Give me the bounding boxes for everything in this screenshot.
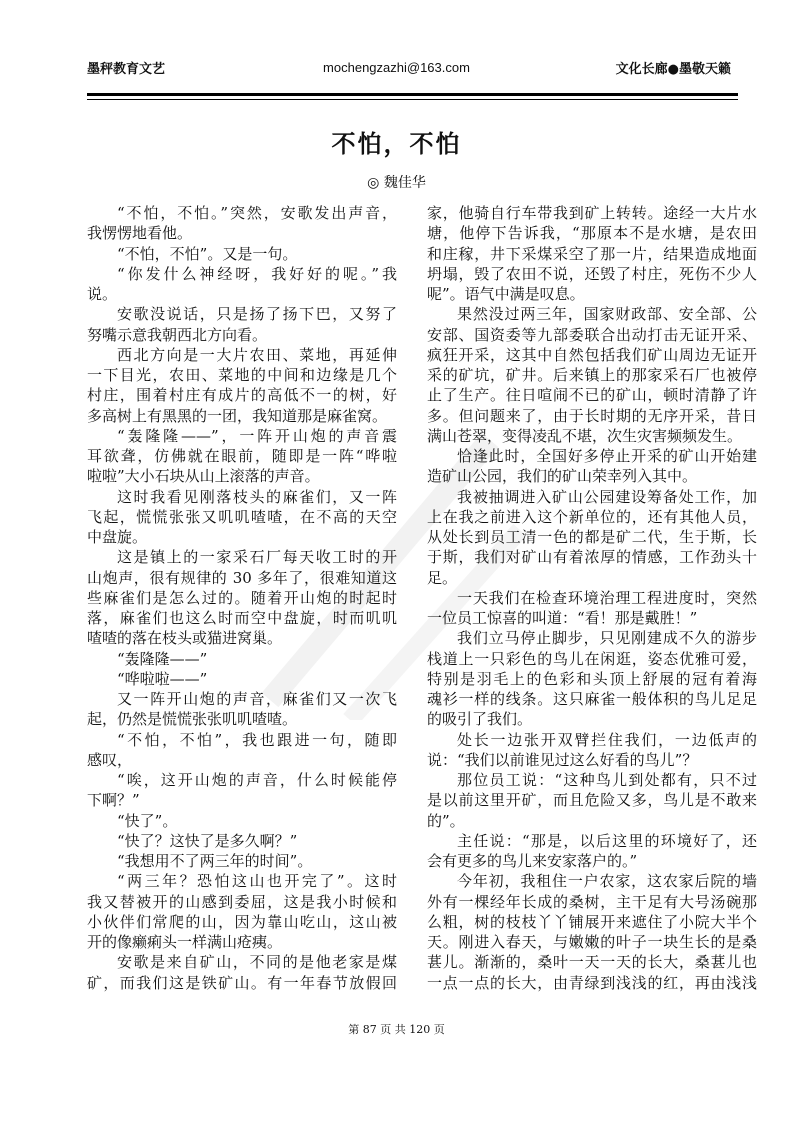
paragraph [427,203,757,304]
text-line: 飞起，慌慌张张又叽叽喳喳，在不高的天空 [87,507,397,526]
text-line: 多。但问题来了，由于长时期的无序开采，昔日 [427,406,757,425]
paragraph [427,304,757,446]
text-line: 我又替被开的山感到委屈，这是我小时候和 [87,892,397,911]
paragraph [87,811,397,831]
text-line: “哗啦啦——” [117,669,208,688]
paragraph [87,264,397,305]
paragraph [87,851,397,871]
paragraph [427,770,757,831]
text-line: 落，麻雀们也这么时而空中盘旋，时而叽叽 [87,609,397,627]
text-line: 的吸引了我们。 [427,710,533,729]
text-line: 于斯，我们对矿山有着浓厚的情感，工作劲头十 [427,548,757,567]
text-line: 那位员工说：“这种鸟儿到处都有，只不过 [457,771,757,789]
text-line: 努嘴示意我朝西北方向看。 [87,325,268,344]
text-line: 开的像癞痢头一样满山疮痍。 [87,933,283,951]
paragraph [87,487,397,548]
text-line: 和庄稼，井下采煤采空了那一片，结果造成地面 [427,244,757,263]
paragraph [87,952,397,993]
paragraph [87,426,397,487]
header-rule-thin [87,99,738,100]
text-line: “不怕，不怕”。又是一句。 [117,244,298,263]
text-line: “轰隆隆——”，一阵开山炮的声音震 [117,426,397,445]
article-title: 不怕，不怕 [331,130,462,158]
text-line: 一点一点的长大，由青绿到浅浅的红，再由浅浅 [427,973,757,992]
text-line: 些麻雀们是怎么过的。随着开山炮的时起时 [87,588,397,607]
paragraph [87,547,397,648]
paragraph [87,730,397,771]
paragraph [87,304,397,345]
text-line: 外有一棵经年长成的桑树，主干足有大号汤碗那 [427,892,757,911]
text-line: 今年初，我租住一户农家，这农家后院的墙 [457,872,757,891]
header-section-name: 文化长廊●墨敬天籁 [615,62,731,77]
text-line: 中盘旋。 [87,528,148,546]
paragraph [427,871,757,993]
paragraph [427,487,757,588]
text-line: 果然没过两三年，国家财政部、安全部、公 [457,305,757,324]
text-line: 说：“我们以前谁见过这么好看的鸟儿”？ [427,750,698,769]
text-line: 天。刚进入春天，与嫩嫩的叶子一块生长的是桑 [427,933,757,951]
text-line: 安歌没说话，只是扬了扬下巴，又努了 [117,305,397,324]
header-publication-name: 墨秤教育文艺 [87,62,166,77]
text-line: 这是镇上的一家采石厂每天收工时的开 [117,548,397,567]
text-line: 的”。 [427,811,465,830]
header-rule-thick [87,93,738,96]
text-line: 特别是羽毛上的色彩和头顶上舒展的冠有着海 [427,669,757,688]
paragraph [87,345,397,426]
paragraph [427,446,757,487]
text-line: 呢”。语气中满是叹息。 [427,285,585,303]
header-email: mochengzazhi@163.com [323,60,470,75]
text-line: 矿，而我们这是铁矿山。有一年春节放假回 [87,973,397,992]
text-line: 我被抽调进入矿山公园建设筹备处工作，加 [457,487,757,506]
text-line: 小伙伴们常爬的山，因为靠山吃山，这山被 [87,912,397,931]
text-line: 安部、国资委等九部委联合出动打击无证开采、 [427,325,757,344]
paragraph [87,669,397,689]
text-line: “快了”。 [117,811,178,830]
text-line: 上在我之前进入这个新单位的，还有其他人员， [427,507,757,526]
text-line: “你发什么神经呀，我好好的呢。”我 [117,264,397,283]
text-line: 下啊？” [87,791,140,810]
paragraph [87,770,397,811]
text-line: 啦啦”大小石块从山上滚落的声音。 [87,467,320,486]
text-line: 感叹， [87,750,133,769]
text-line: 是以前这里开矿，而且危险又多，鸟儿是不敢来 [427,791,757,810]
paragraph [87,831,397,851]
text-line: “不怕，不怕。”突然，安歌发出声音， [117,204,397,222]
text-line: 一位员工惊喜的叫道：“看！那是戴胜！” [427,609,698,627]
article-author: ◎ 魏佳华 [367,175,426,191]
text-line: 处长一边张开双臂拦住我们，一边低声的 [457,730,757,749]
paragraph [87,871,397,952]
text-line: 喳喳的落在枝头或猫进窝巢。 [87,629,283,648]
text-line: 止了生产。往日喧闹不已的矿山，顿时清静了许 [427,386,757,405]
text-line: 恰逢此时，全国好多停止开采的矿山开始建 [457,447,757,465]
text-line: 葚儿。渐渐的，桑叶一天一天的长大，桑葚儿也 [427,953,757,972]
paragraph [427,628,757,729]
paragraph [427,831,757,872]
paragraph [427,730,757,771]
paragraph [87,689,397,730]
text-line: 说。 [87,285,118,303]
paragraph [87,244,397,264]
text-line: 采的矿坑，矿井。后来镇上的那家采石厂也被停 [427,366,757,384]
paragraph [427,588,757,629]
text-line: “快了？这快了是多久啊？” [117,831,298,850]
text-line: 安歌是来自矿山，不同的是他老家是煤 [117,953,397,972]
text-line: “轰隆隆——” [117,649,208,668]
paragraph [87,649,397,669]
text-line: 造矿山公园，我们的矿山荣幸列入其中。 [427,467,698,486]
text-line: 家，他骑自行车带我到矿上转转。途经一大片水 [427,204,757,222]
article-column-right [427,203,757,993]
text-line: 坍塌，毁了农田不说，还毁了村庄，死伤不少人 [427,264,757,283]
text-line: 我愣愣地看他。 [87,224,193,243]
text-line: 满山苍翠，变得凌乱不堪，次生灾害频频发生。 [427,426,743,445]
text-line: 西北方向是一大片农田、菜地，再延伸 [117,345,397,364]
text-line: 我们立马停止脚步，只见刚建成不久的游步 [457,629,757,648]
text-line: 多高树上有黑黑的一团，我知道那是麻雀窝。 [87,406,388,425]
text-line: 会有更多的鸟儿来安家落户的。” [427,852,638,870]
text-line: 耳欲聋，仿佛就在眼前，随即是一阵“哗啦 [87,447,397,465]
text-line: 起，仍然是慌慌张张叽叽喳喳。 [87,710,298,729]
text-line: 一下目光，农田、菜地的中间和边缘是几个 [87,366,397,384]
text-line: “两三年？恐怕这山也开完了”。这时 [117,872,397,891]
text-line: 栈道上一只彩色的鸟儿在闲逛，姿态优雅可爱， [427,649,757,668]
text-line: 塘，他停下告诉我，“那原本不是水塘，是农田 [427,224,757,243]
page-number: 第 87 页 共 120 页 [348,1023,445,1036]
text-line: 山炮声，很有规律的 30 多年了，很难知道这 [87,568,397,587]
text-line: 足。 [427,568,458,587]
text-line: 从处长到员工清一色的都是矿二代，生于斯，长 [427,528,757,546]
article-column-left [87,203,397,993]
text-line: 这时我看见刚落枝头的麻雀们，又一阵 [117,487,397,506]
text-line: 疯狂开采，这其中自然包括我们矿山周边无证开 [427,345,757,364]
text-line: 又一阵开山炮的声音，麻雀们又一次飞 [117,690,397,708]
text-line: “唉，这开山炮的声音，什么时候能停 [117,771,397,789]
text-line: 么粗，树的枝枝丫丫铺展开来遮住了小院大半个 [427,912,757,931]
text-line: 魂衫一样的线条。这只麻雀一般体积的鸟儿足足 [427,690,757,708]
paragraph [87,203,397,244]
text-line: 村庄，围着村庄有成片的高低不一的树，好 [87,386,397,405]
text-line: “我想用不了两三年的时间”。 [117,852,313,870]
text-line: 一天我们在检查环境治理工程进度时，突然 [457,588,757,607]
text-line: 主任说：“那是，以后这里的环境好了，还 [457,831,757,850]
text-line: “不怕，不怕”，我也跟进一句，随即 [117,730,397,749]
